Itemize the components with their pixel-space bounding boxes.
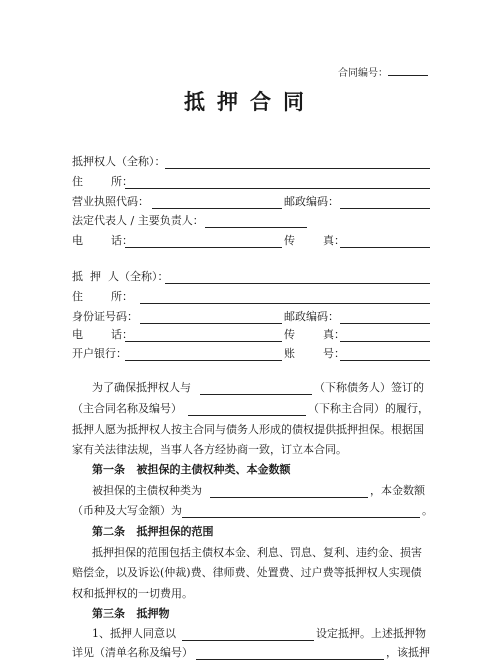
mortgagor-id-label: 身份证号码：: [72, 310, 138, 323]
collateral-field[interactable]: [182, 640, 314, 641]
main-contract-field[interactable]: [188, 415, 306, 416]
article-2-line-2: 赔偿金，以及诉讼(仲裁)费、律师费、处置费、过户费等抵押权人实现债: [72, 566, 422, 579]
mortgagor-fax-field[interactable]: [340, 341, 430, 342]
mortgagor-address-field[interactable]: [140, 303, 430, 304]
preamble-line-3: 抵押人愿为抵押权人按主合同与债务人形成的债权提供抵押担保。根据国: [72, 423, 424, 436]
mortgagor-account-field[interactable]: [340, 360, 430, 361]
mortgagor-name-field[interactable]: [165, 283, 430, 284]
mortgagor-bank-label: 开户银行：: [72, 347, 127, 360]
article-3-line-1a: 1、抵押人同意以: [92, 627, 176, 640]
principal-amount-field[interactable]: [182, 517, 420, 518]
mortgagee-license-field[interactable]: [152, 208, 282, 209]
mortgagee-address-field[interactable]: [125, 188, 430, 189]
mortgagee-rep-label: 法定代表人 / 主要负责人：: [72, 214, 204, 227]
article-3-line-1b: 设定抵押。上述抵押物: [316, 627, 426, 640]
article-1-heading: 第一条 被担保的主债权种类、本金数额: [92, 463, 291, 476]
mortgagee-license-label: 营业执照代码：: [72, 195, 149, 208]
mortgagee-phone-label: 电 话：: [72, 234, 133, 247]
mortgagee-postcode-field[interactable]: [340, 208, 430, 209]
article-1-line-1b: ，本金数额: [370, 484, 425, 497]
preamble-line-2b: （下称主合同）的履行，: [308, 402, 429, 415]
article-1-line-1a: 被担保的主债权种类为: [92, 484, 202, 497]
article-3-line-2a: 详见（清单名称及编号）: [72, 646, 193, 659]
contract-number-field[interactable]: [388, 75, 428, 76]
mortgagor-phone-label: 电 话：: [72, 328, 133, 341]
mortgagor-address-label: 住 所：: [72, 290, 133, 303]
article-2-heading: 第二条 抵押担保的范围: [92, 525, 214, 538]
article-1-line-2b: 。: [422, 504, 433, 517]
mortgagor-account-label: 账 号：: [284, 347, 345, 360]
mortgagee-postcode-label: 邮政编码：: [284, 195, 339, 208]
contract-number-label: 合同编号：: [338, 68, 388, 79]
mortgagee-fax-label: 传 真：: [284, 234, 345, 247]
debtor-name-field[interactable]: [200, 394, 312, 395]
preamble-line-1a: 为了确保抵押权人与: [92, 381, 191, 394]
claim-type-field[interactable]: [210, 497, 368, 498]
preamble-line-2a: （主合同名称及编号）: [72, 402, 182, 415]
article-3-heading: 第三条 抵押物: [92, 607, 170, 620]
mortgagor-bank-field[interactable]: [125, 360, 282, 361]
mortgagor-phone-field[interactable]: [125, 341, 282, 342]
mortgagee-name-field[interactable]: [165, 168, 430, 169]
mortgagor-name-label: 抵 押 人（全称）：: [72, 270, 169, 283]
article-1-line-2a: （币种及大写金额）为: [72, 504, 182, 517]
mortgagee-name-label: 抵押权人（全称）：: [72, 155, 166, 168]
document-title: 抵押合同: [184, 89, 316, 114]
article-3-line-2b: ，该抵押: [386, 646, 430, 659]
mortgagor-fax-label: 传 真：: [284, 328, 345, 341]
mortgagee-phone-field[interactable]: [125, 247, 282, 248]
article-2-line-3: 权和抵押权的一切费用。: [72, 587, 193, 600]
preamble-line-1b: （下称债务人）签订的: [314, 381, 424, 394]
preamble-line-4: 家有关法律法规，当事人各方经协商一致，订立本合同。: [72, 443, 347, 456]
mortgagor-id-field[interactable]: [140, 323, 282, 324]
mortgagor-postcode-label: 邮政编码：: [284, 310, 339, 323]
mortgagee-address-label: 住 所：: [72, 175, 133, 188]
mortgagee-rep-field[interactable]: [205, 227, 307, 228]
mortgagor-postcode-field[interactable]: [340, 323, 430, 324]
mortgagee-fax-field[interactable]: [340, 247, 430, 248]
article-2-line-1: 抵押担保的范围包括主债权本金、利息、罚息、复利、违约金、损害: [92, 546, 422, 559]
